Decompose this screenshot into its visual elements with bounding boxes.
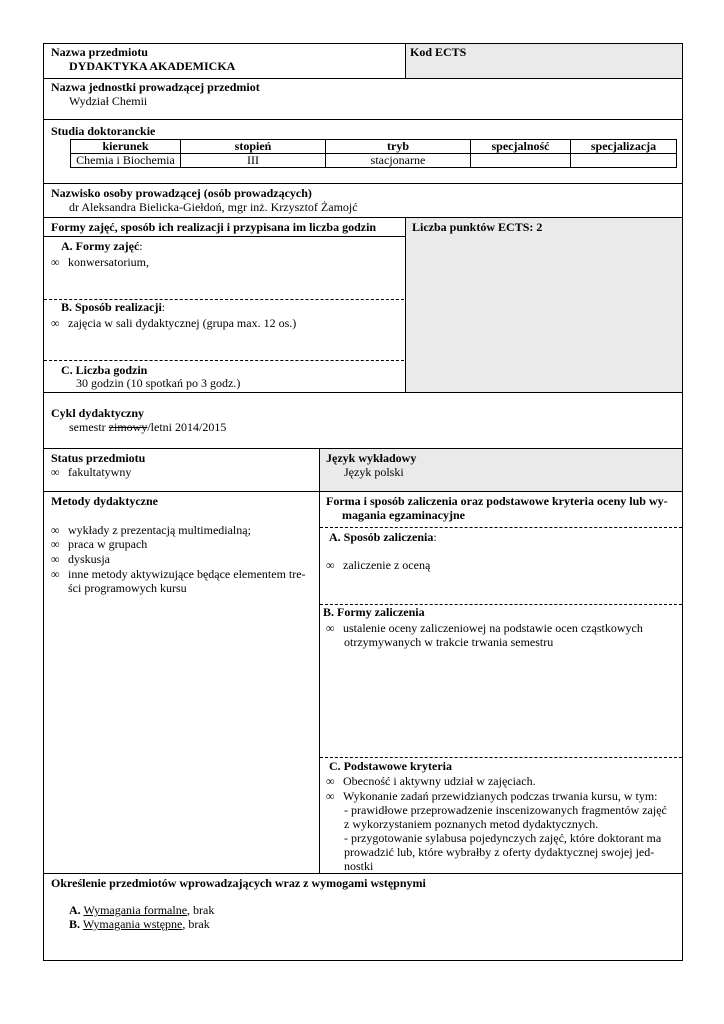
bullet-icon: ∞ — [326, 621, 335, 635]
assessment-c-subline: z wykorzystaniem poznanych metod dydaktycznych. — [344, 817, 599, 831]
methods-item: ∞ inne metody aktywizujące będące elementem tre- — [51, 567, 306, 581]
bullet-icon: ∞ — [51, 465, 60, 479]
bullet-icon: ∞ — [51, 255, 60, 269]
methods-label: Metody dydaktyczne — [51, 494, 158, 508]
bullet-icon: ∞ — [51, 523, 60, 537]
forms-c-value: 30 godzin (10 spotkań po 3 godz.) — [76, 376, 241, 390]
forms-b-title: B. Sposób realizacji: — [61, 300, 166, 314]
prerequisites-label: Określenie przedmiotów wprowadzających wraz z wymogami wstępnymi — [51, 876, 426, 890]
prerequisites-b: B. Wymagania wstępne, brak — [69, 917, 210, 931]
cycle-label: Cykl dydaktyczny — [51, 406, 145, 420]
language-value: Język polski — [344, 465, 404, 479]
assessment-c-item: ∞ Wykonanie zadań przewidzianych podczas trwania kursu, w tym: — [326, 789, 658, 803]
teachers-label: Nazwisko osoby prowadzącej (osób prowadzących) — [51, 186, 312, 200]
forms-label: Formy zajęć, sposób ich realizacji i przypisana im liczba godzin — [51, 220, 377, 234]
studies-cell-specjalizacja — [571, 154, 677, 168]
assessment-c-subline: - przygotowanie sylabusa pojedynczych zajęć, które doktorant ma — [344, 831, 662, 845]
ects-code-label: Kod ECTS — [410, 45, 467, 59]
forms-a-title: A. Formy zajęć: — [61, 239, 143, 253]
studies-col-specjalnosc: specjalność — [471, 140, 571, 154]
assessment-c-subline: nostki — [344, 859, 374, 873]
assessment-c-subline: - prawidłowe przeprowadzenie inscenizowanych fragmentów zajęć — [344, 803, 667, 817]
methods-item: ∞ praca w grupach — [51, 537, 148, 551]
studies-cell-stopien: III — [181, 154, 326, 168]
prerequisites-a: A. Wymagania formalne, brak — [69, 903, 215, 917]
methods-item: ∞ wykłady z prezentacją multimedialną; — [51, 523, 251, 537]
methods-item: ∞ dyskusja — [51, 552, 110, 566]
entry-requirements-link: Wymagania wstępne — [82, 917, 183, 931]
unit-value: Wydział Chemii — [69, 94, 148, 108]
cycle-value: semestr zimowy/letni 2014/2015 — [69, 420, 227, 434]
assessment-label: Forma i sposób zaliczenia oraz podstawowe kryteria oceny lub wy- magania egzaminacyjne — [326, 494, 668, 522]
status-value: ∞ fakultatywny — [51, 465, 132, 479]
bullet-icon: ∞ — [51, 567, 60, 581]
subject-label: Nazwa przedmiotu — [51, 45, 148, 59]
bullet-icon: ∞ — [51, 537, 60, 551]
language-label: Język wykładowy — [326, 451, 417, 465]
ects-points: Liczba punktów ECTS: 2 — [412, 220, 543, 234]
assessment-c-title: C. Podstawowe kryteria — [329, 759, 452, 773]
bullet-icon: ∞ — [326, 789, 335, 803]
formal-requirements-link: Wymagania formalne — [83, 903, 188, 917]
studies-cell-tryb: stacjonarne — [326, 154, 471, 168]
assessment-b-title: B. Formy zaliczenia — [323, 605, 425, 619]
assessment-c-item: ∞ Obecność i aktywny udział w zajęciach. — [326, 774, 536, 788]
unit-label: Nazwa jednostki prowadzącej przedmiot — [51, 80, 260, 94]
studies-col-kierunek: kierunek — [71, 140, 181, 154]
studies-col-tryb: tryb — [326, 140, 471, 154]
subject-value: DYDAKTYKA AKADEMICKA — [69, 59, 236, 73]
status-label: Status przedmiotu — [51, 451, 146, 465]
bullet-icon: ∞ — [326, 558, 335, 572]
ects-points-cell — [406, 218, 682, 392]
bullet-icon: ∞ — [51, 552, 60, 566]
assessment-b-item: ∞ ustalenie oceny zaliczeniowej na podstawie ocen cząstkowych — [326, 621, 643, 635]
assessment-a-title: A. Sposób zaliczenia: — [329, 530, 437, 544]
bullet-icon: ∞ — [326, 774, 335, 788]
forms-b-item: ∞ zajęcia w sali dydaktycznej (grupa max. 12 os.) — [51, 316, 297, 330]
methods-item-continuation: ści programowych kursu — [68, 581, 187, 595]
assessment-b-item-continuation: otrzymywanych w trakcie trwania semestru — [344, 635, 554, 649]
studies-label: Studia doktoranckie — [51, 124, 156, 138]
studies-cell-specjalnosc — [471, 154, 571, 168]
studies-cell-kierunek: Chemia i Biochemia — [71, 154, 181, 168]
studies-col-stopien: stopień — [181, 140, 326, 154]
teachers-value: dr Aleksandra Bielicka-Giełdoń, mgr inż. Krzysztof Żamojć — [69, 200, 358, 214]
bullet-icon: ∞ — [51, 316, 60, 330]
studies-col-specjalizacja: specjalizacja — [571, 140, 677, 154]
assessment-c-subline: prowadzić lub, które wybrałby z oferty dydaktycznej swojej jed- — [344, 845, 655, 859]
forms-c-title: C. Liczba godzin — [61, 363, 148, 377]
assessment-a-item: ∞ zaliczenie z oceną — [326, 558, 431, 572]
studies-table — [70, 139, 677, 168]
forms-a-item: ∞ konwersatorium, — [51, 255, 149, 269]
